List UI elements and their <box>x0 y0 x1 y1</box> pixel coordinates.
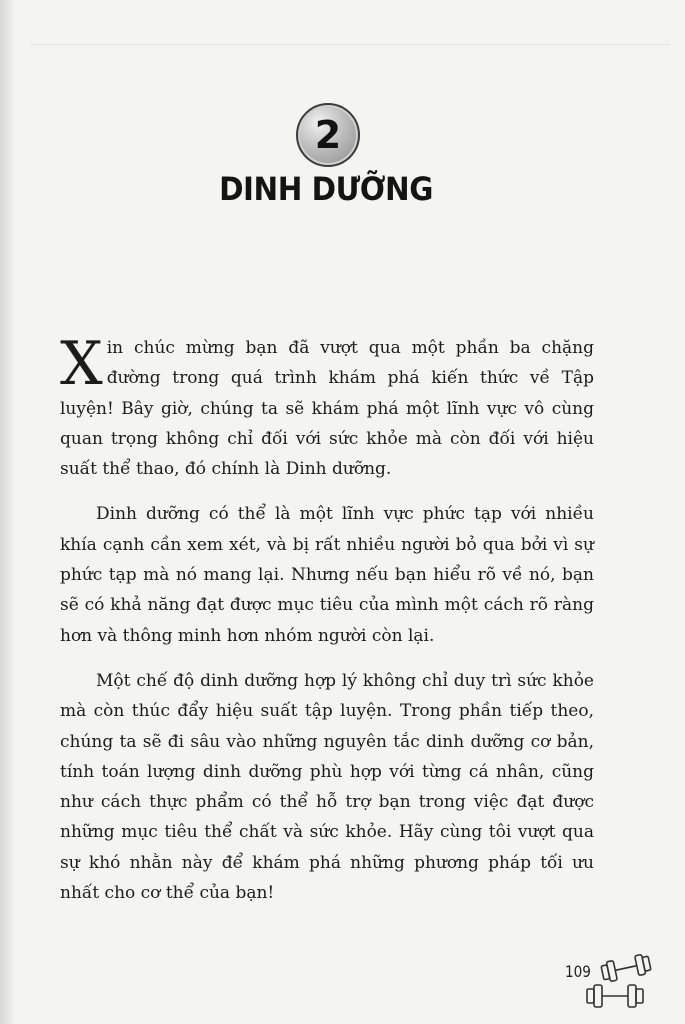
paragraph-1-text: in chúc mừng bạn đã vượt qua một phần ba chặng đường trong quá trình khám phá kiến thức về Tập luyện! Bây giờ, chúng ta sẽ khám phá một lĩnh vực vô cùng quan trọng không chỉ đối với sức khỏe mà còn đối với hiệu suất thể thao, đó chính là Dinh dưỡng. <box>60 338 594 480</box>
chapter-number: 2 <box>314 113 342 157</box>
chapter-number-badge <box>296 103 360 167</box>
divider <box>30 44 670 45</box>
page-edge <box>0 0 14 1024</box>
paragraph-2: Dinh dưỡng có thể là một lĩnh vực phức tạp với nhiều khía cạnh cần xem xét, và bị rất nhiều người bỏ qua bởi vì sự phức tạp mà nó mang lại. Nhưng nếu bạn hiểu rõ về nó, bạn sẽ có khả năng đạt được mục tiêu của mình một cách rõ ràng hơn và thông minh hơn nhóm người còn lại. <box>60 504 594 646</box>
dumbbell-icon <box>585 982 645 1010</box>
chapter-title: DINH DƯỠNG <box>219 170 433 208</box>
paragraph-3: Một chế độ dinh dưỡng hợp lý không chỉ duy trì sức khỏe mà còn thúc đẩy hiệu suất tập luyện. Trong phần tiếp theo, chúng ta sẽ đi sâu vào những nguyên tắc dinh dưỡng cơ bản, tính toán lượng dinh dưỡng phù hợp với từng cá nhân, cũng như cách thực phẩm có thể hỗ trợ bạn trong việc đạt được những mục tiêu thể chất và sức khỏe. Hãy cùng tôi vượt qua sự khó nhằn này để khám phá những phương pháp tối ưu nhất cho cơ thể của bạn! <box>60 670 594 904</box>
page-number: 109 <box>565 962 591 981</box>
drop-cap: X <box>60 329 103 399</box>
dumbbell-icon <box>598 950 654 986</box>
body-text <box>60 329 594 923</box>
paragraph-1 <box>60 329 594 484</box>
